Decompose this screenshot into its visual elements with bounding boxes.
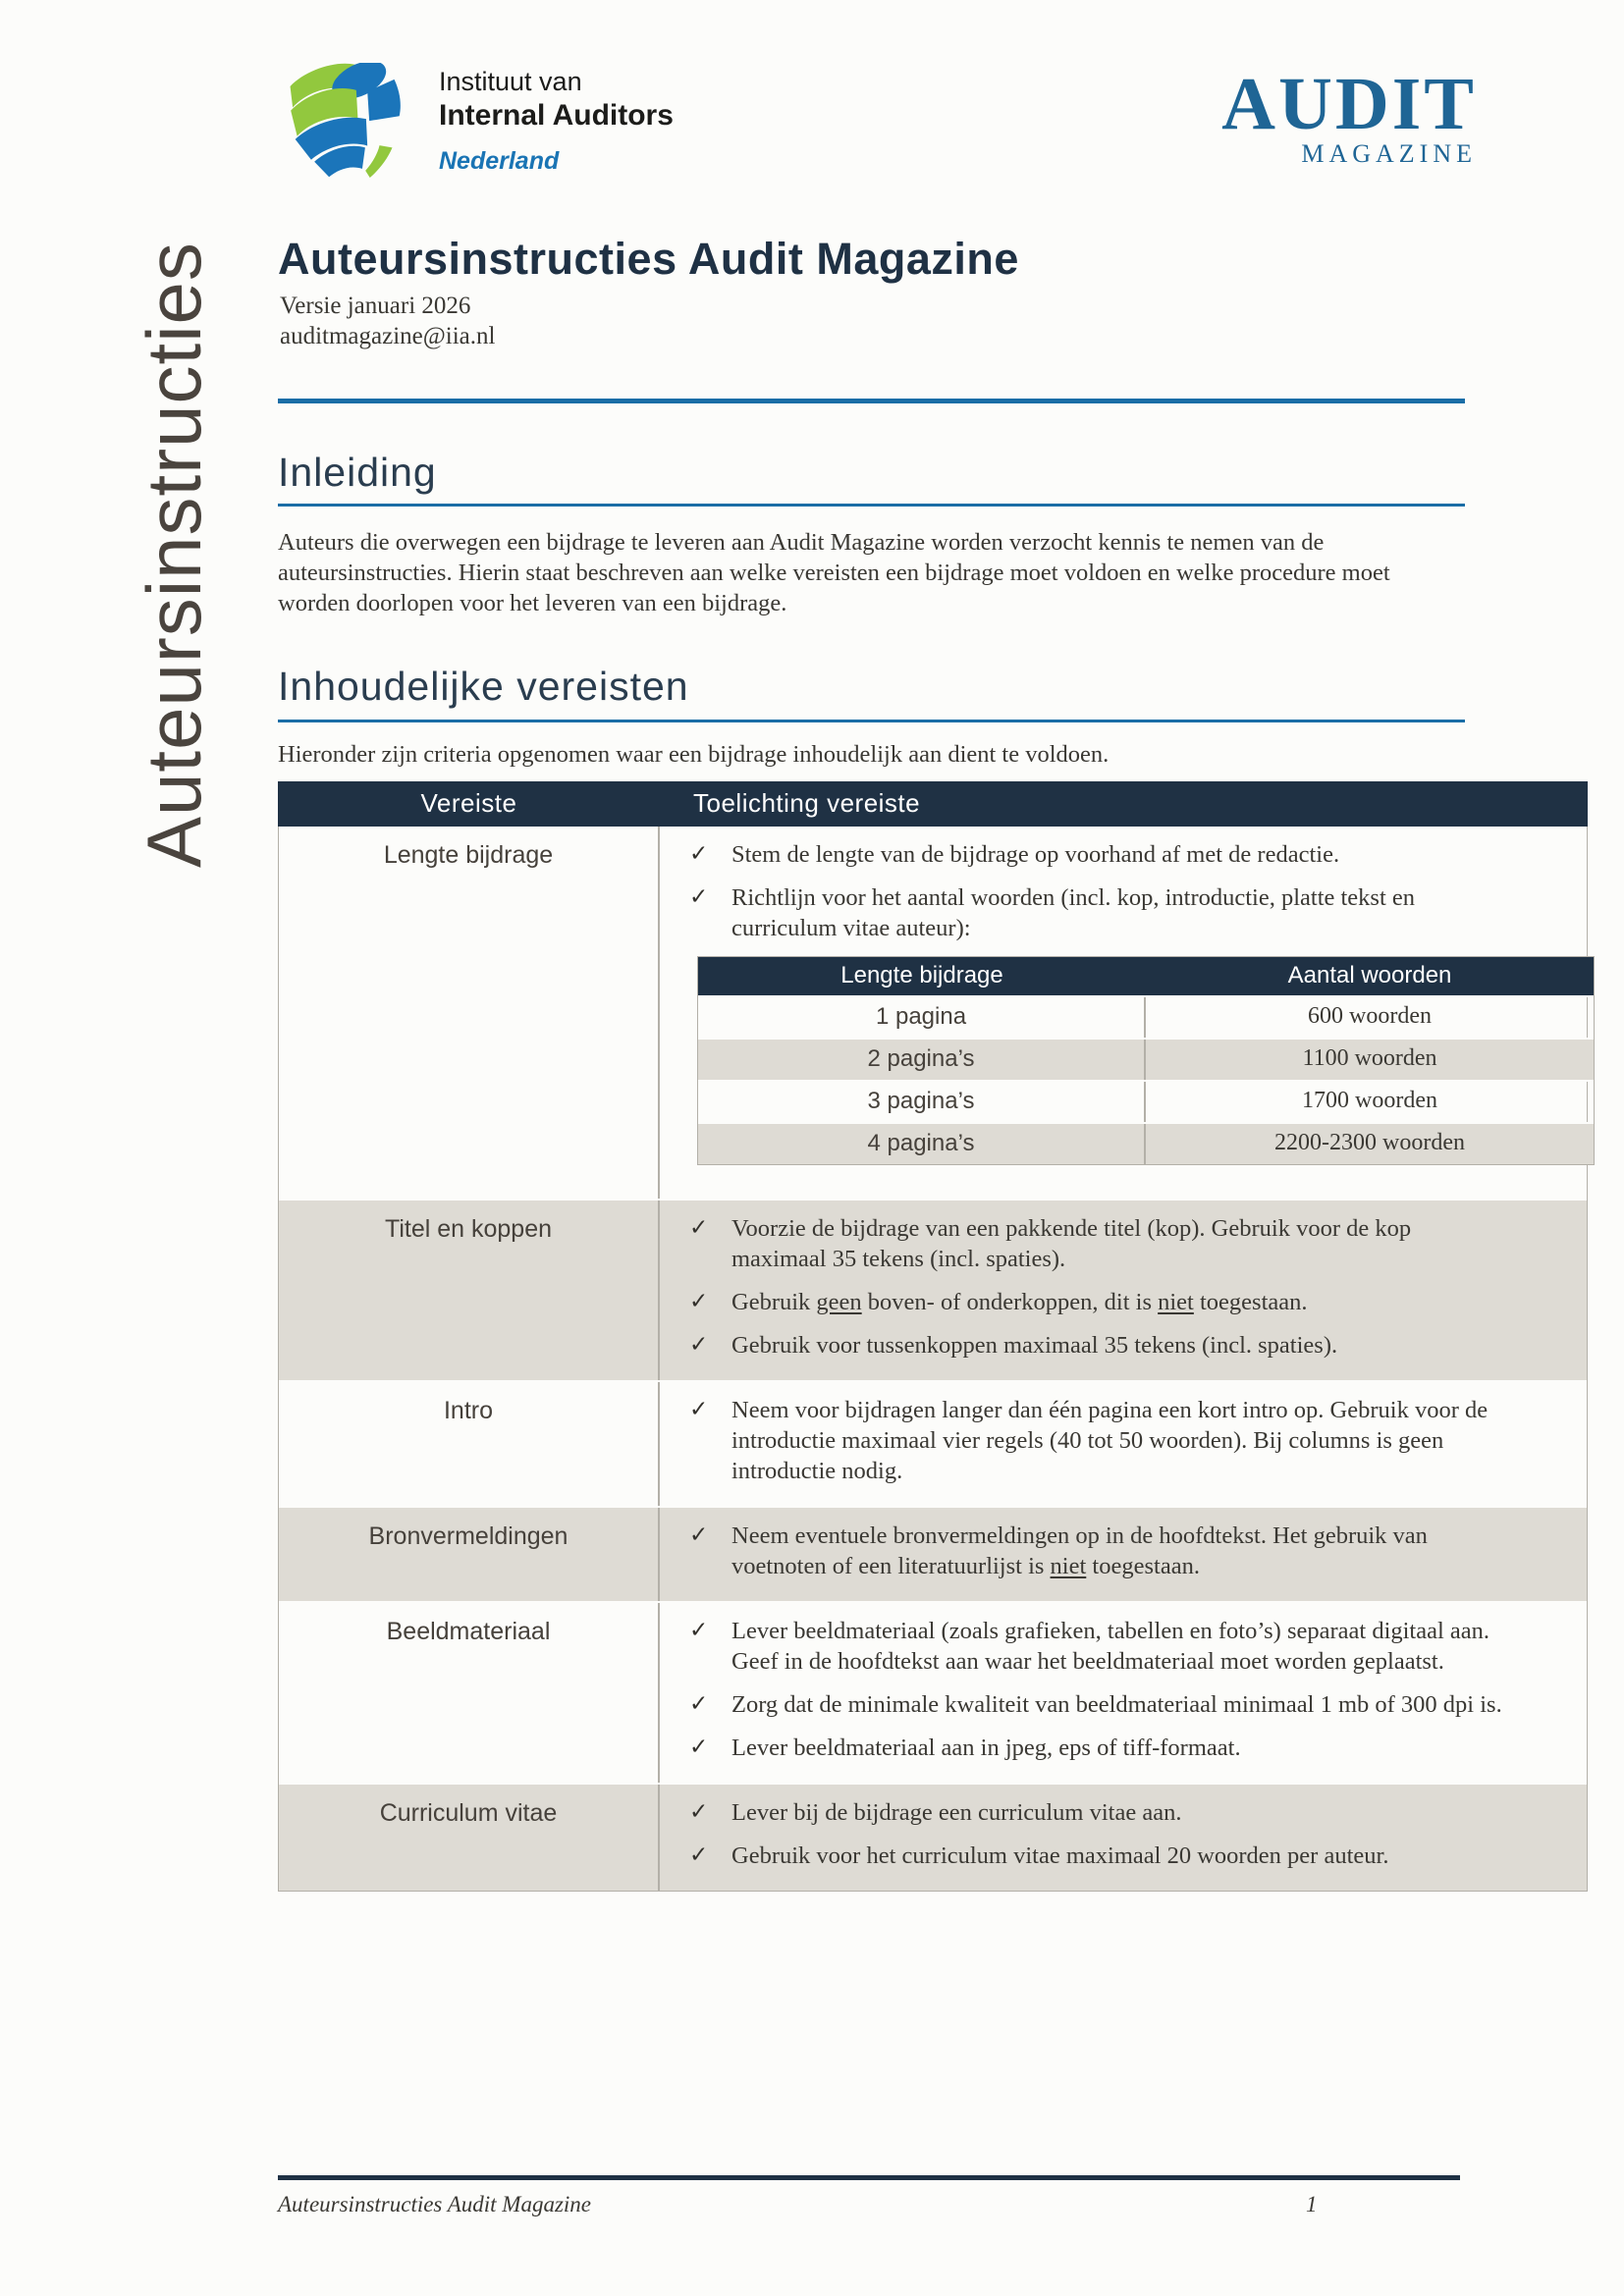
iia-logo-line2: Internal Auditors [439, 99, 674, 132]
check-item-text: Stem de lengte van de bijdrage op voorhand af met de redactie. [731, 841, 1340, 868]
section-heading-inleiding: Inleiding [278, 450, 437, 495]
check-item [689, 1841, 1557, 1871]
requirement-content-cell [660, 1508, 1587, 1601]
check-item-text: Gebruik voor tussenkoppen maximaal 35 tekens (incl. spaties). [731, 1332, 1338, 1359]
table-intro-text: Hieronder zijn criteria opgenomen waar een bijdrage inhoudelijk aan dient te voldoen. [278, 741, 1110, 768]
subtable-cell: 3 pagina’s [698, 1082, 1146, 1122]
requirement-label: Bronvermeldingen [279, 1508, 660, 1601]
requirement-content-cell [660, 1603, 1587, 1783]
check-icon: ✓ [689, 1842, 709, 1868]
requirement-content-cell [660, 1201, 1587, 1380]
subtable-header-cell: Aantal woorden [1287, 962, 1452, 988]
check-item-text: Neem eventuele bronvermeldingen op in de hoofdtekst. Het gebruik van voetnoten of een literatuurlijst is niet toegestaan. [731, 1522, 1428, 1579]
subtable-row [698, 1080, 1594, 1122]
subtable-row [698, 1038, 1594, 1080]
check-item-text: Neem voor bijdragen langer dan één pagina een kort intro op. Gebruik voor de introductie maximaal vier regels (40 tot 50 woorden). Bij columns is geen introductie nodig. [731, 1397, 1489, 1484]
subtable-header-cell: Lengte bijdrage [840, 962, 1003, 988]
check-item-text: Lever beeldmateriaal aan in jpeg, eps of tiff-formaat. [731, 1735, 1241, 1761]
subtable-row [698, 1122, 1594, 1164]
iia-logo-line3: Nederland [439, 147, 560, 175]
requirement-content-cell [660, 827, 1624, 1199]
check-item [689, 1330, 1557, 1361]
check-icon: ✓ [689, 1799, 709, 1825]
inleiding-underline-rule [278, 504, 1465, 507]
check-item [689, 1797, 1557, 1828]
requirement-label: Lengte bijdrage [279, 827, 660, 1199]
table-row [279, 827, 1587, 1201]
email-link[interactable]: auditmagazine@iia.nl [280, 323, 496, 349]
sidebar-vertical-label: Auteursinstructies [131, 241, 217, 868]
check-icon: ✓ [689, 1618, 709, 1643]
check-item-text: Zorg dat de minimale kwaliteit van beeldmateriaal minimaal 1 mb of 300 dpi is. [731, 1691, 1502, 1718]
table-header-toelichting: Toelichting vereiste [693, 788, 921, 818]
subtable-cell: 1 pagina [698, 997, 1146, 1038]
check-icon: ✓ [689, 1735, 709, 1760]
requirement-label: Curriculum vitae [279, 1785, 660, 1891]
check-item-text: Lever bij de bijdrage een curriculum vitae aan. [731, 1799, 1182, 1826]
table-header-vereiste: Vereiste [420, 788, 517, 818]
footer-divider-rule [278, 2175, 1460, 2180]
subtable-cell: 600 woorden [1308, 1003, 1432, 1029]
requirement-label: Intro [279, 1382, 660, 1506]
requirement-label: Titel en koppen [279, 1201, 660, 1380]
table-row [279, 1201, 1587, 1382]
check-item-text: Lever beeldmateriaal (zoals grafieken, tabellen en foto’s) separaat digitaal aan. Geef in de hoofdtekst aan waar het beeldmateriaal moet worden geplaatst. [731, 1618, 1490, 1675]
audit-logo-subtitle: MAGAZINE [1301, 139, 1477, 168]
check-item [689, 1521, 1557, 1581]
check-item [689, 1213, 1557, 1274]
check-item-text: Richtlijn voor het aantal woorden (incl. kop, introductie, platte tekst en curriculum vitae auteur): [731, 884, 1416, 941]
requirements-table-header [278, 781, 1588, 827]
section-heading-inhoudelijke-vereisten: Inhoudelijke vereisten [278, 664, 689, 709]
requirements-table-body [278, 827, 1588, 1892]
subtable-cell: 4 pagina’s [698, 1124, 1146, 1164]
check-icon: ✓ [689, 1691, 709, 1717]
check-item-text: Gebruik voor het curriculum vitae maximaal 20 woorden per auteur. [731, 1842, 1389, 1869]
check-item [689, 882, 1595, 943]
requirement-label: Beeldmateriaal [279, 1603, 660, 1783]
audit-logo-title: AUDIT [1221, 63, 1477, 145]
subtable [697, 956, 1595, 1165]
table-row [279, 1382, 1587, 1508]
requirement-content-cell [660, 1785, 1587, 1891]
check-item [689, 1616, 1557, 1677]
subtable-cell: 1700 woorden [1302, 1088, 1437, 1113]
check-icon: ✓ [689, 1289, 709, 1314]
check-item-text: Gebruik geen boven- of onderkoppen, dit is niet toegestaan. [731, 1289, 1308, 1315]
iia-globe-icon [282, 63, 415, 187]
footer-page-number: 1 [1306, 2192, 1318, 2216]
version-line: Versie januari 2026 [280, 293, 471, 319]
table-row [279, 1603, 1587, 1785]
check-item-text: Voorzie de bijdrage van een pakkende titel (kop). Gebruik voor de kop maximaal 35 tekens (incl. spaties). [731, 1215, 1412, 1272]
iia-logo-line1: Instituut van [439, 67, 582, 96]
check-item [689, 1287, 1557, 1317]
check-icon: ✓ [689, 1522, 709, 1548]
check-item [689, 1395, 1557, 1486]
subtable-header [698, 957, 1594, 995]
subtable-cell: 2 pagina’s [698, 1040, 1146, 1080]
header-divider-rule [278, 399, 1465, 403]
check-item [689, 839, 1595, 870]
requirements-table [278, 781, 1588, 1892]
subtable-cell: 2200-2300 woorden [1274, 1130, 1465, 1155]
table-row [279, 1508, 1587, 1603]
check-icon: ✓ [689, 1397, 709, 1422]
audit-magazine-logo [1218, 63, 1477, 169]
footer-title: Auteursinstructies Audit Magazine [278, 2192, 592, 2216]
inleiding-paragraph: Auteurs die overwegen een bijdrage te leveren aan Audit Magazine worden verzocht kennis te nemen van de auteursinstructies. Hierin staat beschreven aan welke vereisten een bijdrage moet voldoen en welke procedure moet worden doorlopen voor het leveren van een bijdrage. [278, 529, 1390, 616]
check-item [689, 1689, 1557, 1720]
subtable-row [698, 995, 1594, 1038]
inhoudelijke-underline-rule [278, 720, 1465, 722]
check-icon: ✓ [689, 1215, 709, 1241]
table-row [279, 1785, 1587, 1891]
check-item [689, 1733, 1557, 1763]
page-title: Auteursinstructies Audit Magazine [278, 234, 1019, 284]
subtable-cell: 1100 woorden [1302, 1045, 1437, 1071]
iia-logo-text [439, 65, 674, 176]
check-icon: ✓ [689, 841, 709, 867]
check-icon: ✓ [689, 1332, 709, 1358]
requirement-content-cell [660, 1382, 1587, 1506]
check-icon: ✓ [689, 884, 709, 910]
